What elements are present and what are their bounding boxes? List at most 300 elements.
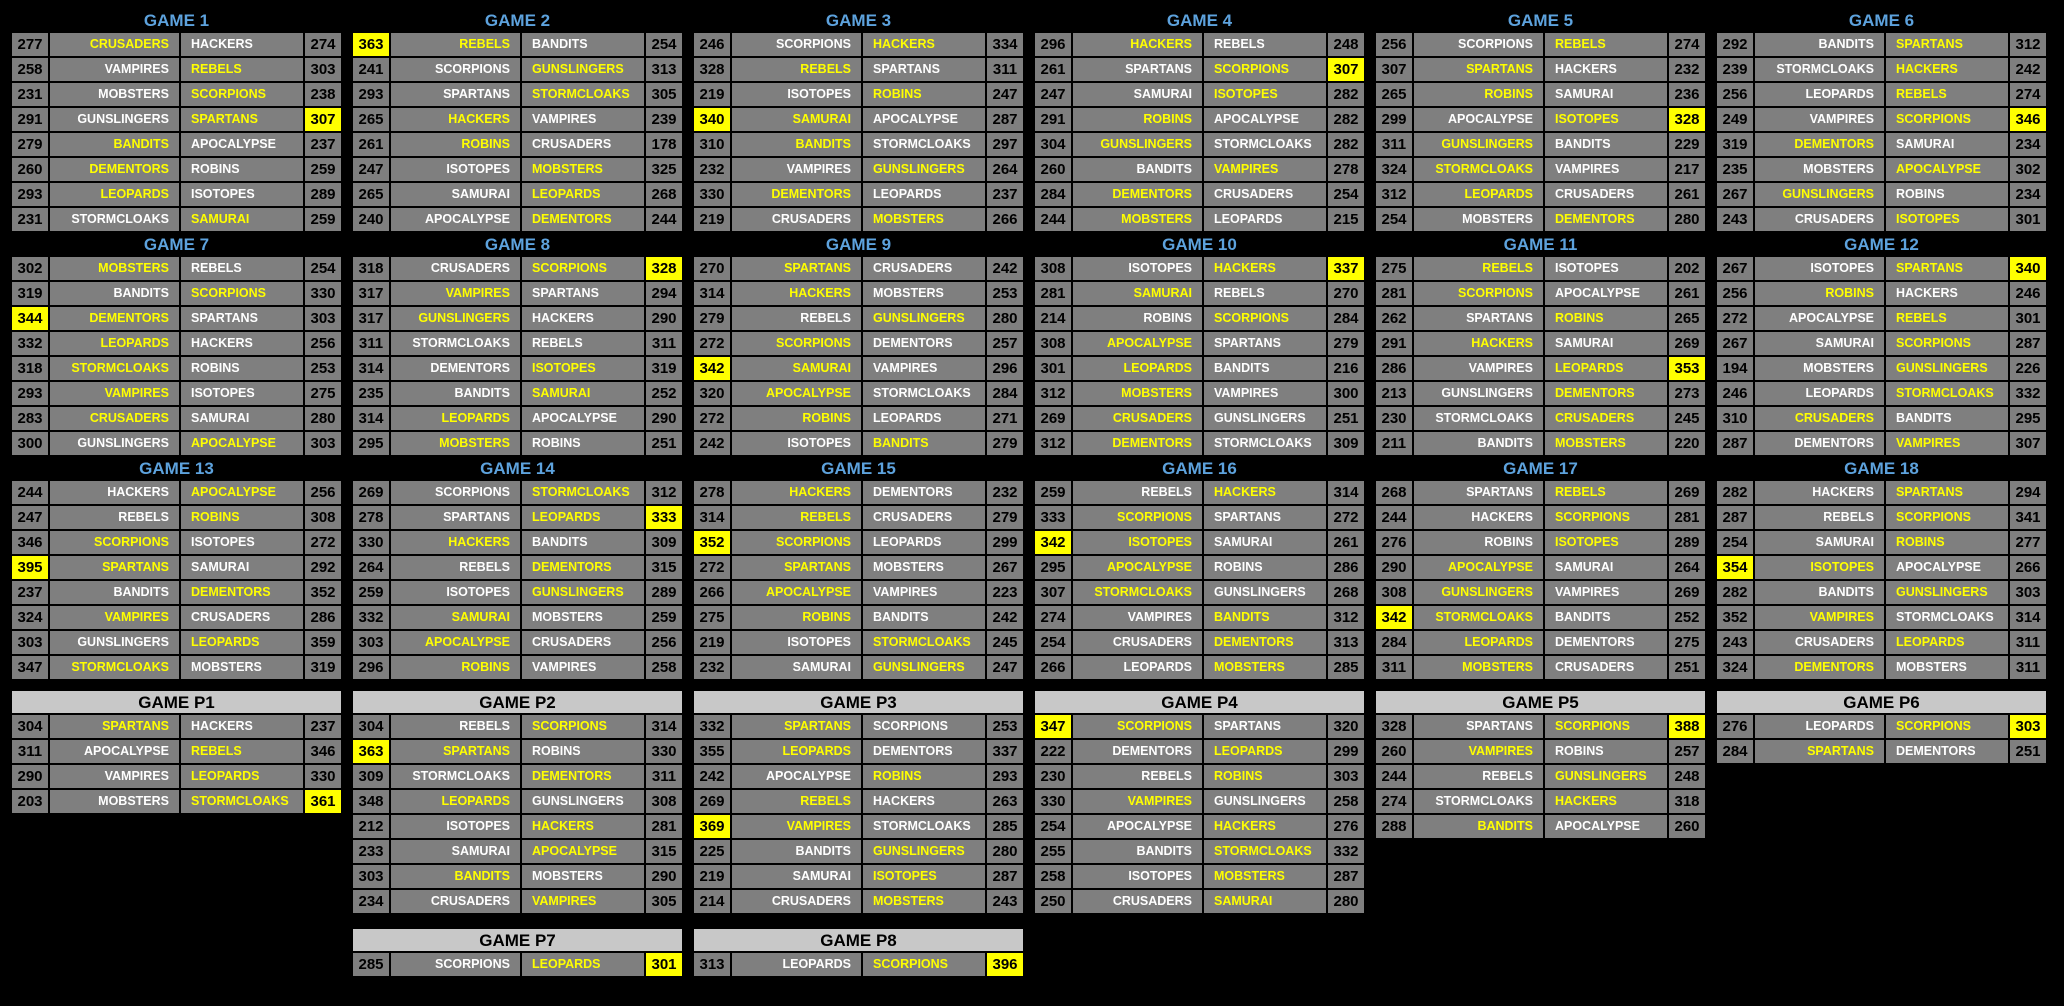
- score-b: 312: [1327, 605, 1365, 630]
- team-b: HACKERS: [180, 32, 304, 57]
- score-b: 275: [304, 381, 342, 406]
- game-title: GAME 18: [1844, 459, 1919, 478]
- team-a: LEOPARDS: [49, 182, 180, 207]
- score-b: 220: [1668, 431, 1706, 456]
- game-block: [1716, 458, 2047, 680]
- team-a: STORMCLOAKS: [1413, 605, 1544, 630]
- matchup-row: [1375, 555, 1706, 580]
- team-a: DEMENTORS: [1072, 182, 1203, 207]
- matchup-row: [352, 814, 683, 839]
- score-b: 303: [304, 57, 342, 82]
- score-b: 299: [986, 530, 1024, 555]
- matchup-row: [1034, 182, 1365, 207]
- score-a: 328: [1375, 714, 1413, 739]
- score-a: 287: [1716, 431, 1754, 456]
- score-a: 254: [1716, 530, 1754, 555]
- score-b: 242: [986, 605, 1024, 630]
- team-b: HACKERS: [1885, 281, 2009, 306]
- score-b: 314: [1327, 480, 1365, 505]
- team-a: SPARTANS: [1754, 739, 1885, 764]
- score-b: 223: [986, 580, 1024, 605]
- score-a: 314: [352, 356, 390, 381]
- score-a: 307: [1034, 580, 1072, 605]
- team-b: BANDITS: [862, 431, 986, 456]
- team-a: DEMENTORS: [390, 356, 521, 381]
- team-a: CRUSADERS: [390, 889, 521, 914]
- team-a: SPARTANS: [1413, 306, 1544, 331]
- score-b: 242: [2009, 57, 2047, 82]
- matchup-row: [11, 32, 342, 57]
- team-a: DEMENTORS: [731, 182, 862, 207]
- score-b: 307: [304, 107, 342, 132]
- matchup-row: [1375, 281, 1706, 306]
- team-a: APOCALYPSE: [731, 381, 862, 406]
- team-a: APOCALYPSE: [731, 580, 862, 605]
- score-a: 266: [1034, 655, 1072, 680]
- game-title: GAME P2: [352, 690, 683, 714]
- score-a: 317: [352, 281, 390, 306]
- score-b: 272: [304, 530, 342, 555]
- team-a: REBELS: [1413, 764, 1544, 789]
- matchup-row: [1716, 207, 2047, 232]
- game-block: [1375, 458, 1706, 680]
- matchup-row: [693, 530, 1024, 555]
- team-a: SPARTANS: [390, 505, 521, 530]
- team-b: STORMCLOAKS: [180, 789, 304, 814]
- playoff-block: [11, 690, 342, 814]
- team-b: SPARTANS: [521, 281, 645, 306]
- game-block: [1034, 458, 1365, 680]
- matchup-row: [1375, 630, 1706, 655]
- score-b: 311: [2009, 630, 2047, 655]
- team-b: STORMCLOAKS: [1203, 431, 1327, 456]
- team-b: SAMURAI: [180, 406, 304, 431]
- score-b: 285: [986, 814, 1024, 839]
- team-b: ISOTOPES: [180, 530, 304, 555]
- team-b: SPARTANS: [180, 306, 304, 331]
- team-b: SCORPIONS: [862, 952, 986, 977]
- matchup-row: [1375, 480, 1706, 505]
- score-b: 352: [304, 580, 342, 605]
- matchup-row: [1716, 431, 2047, 456]
- score-a: 244: [1375, 764, 1413, 789]
- score-a: 246: [1716, 381, 1754, 406]
- team-a: LEOPARDS: [1413, 630, 1544, 655]
- matchup-row: [352, 207, 683, 232]
- score-a: 304: [11, 714, 49, 739]
- score-b: 269: [1668, 580, 1706, 605]
- team-b: DEMENTORS: [862, 739, 986, 764]
- score-a: 249: [1716, 107, 1754, 132]
- score-a: 317: [352, 306, 390, 331]
- score-b: 254: [304, 256, 342, 281]
- score-a: 279: [11, 132, 49, 157]
- team-b: SPARTANS: [1203, 331, 1327, 356]
- team-a: SAMURAI: [1754, 331, 1885, 356]
- score-b: 305: [645, 82, 683, 107]
- team-b: REBELS: [1885, 306, 2009, 331]
- matchup-row: [352, 82, 683, 107]
- matchup-row: [352, 256, 683, 281]
- team-a: GUNSLINGERS: [390, 306, 521, 331]
- score-b: 245: [1668, 406, 1706, 431]
- team-a: LEOPARDS: [1754, 82, 1885, 107]
- team-b: SCORPIONS: [180, 82, 304, 107]
- matchup-row: [352, 889, 683, 914]
- score-b: 315: [645, 839, 683, 864]
- score-a: 363: [352, 32, 390, 57]
- score-a: 311: [1375, 132, 1413, 157]
- matchup-row: [352, 739, 683, 764]
- game-block: [693, 234, 1024, 456]
- score-b: 234: [2009, 132, 2047, 157]
- matchup-row: [693, 580, 1024, 605]
- score-a: 312: [1034, 431, 1072, 456]
- score-a: 230: [1375, 406, 1413, 431]
- matchup-row: [352, 107, 683, 132]
- score-b: 296: [986, 356, 1024, 381]
- team-a: VAMPIRES: [1413, 739, 1544, 764]
- team-b: ISOTOPES: [1544, 107, 1668, 132]
- matchup-row: [693, 32, 1024, 57]
- team-a: BANDITS: [731, 839, 862, 864]
- team-a: SPARTANS: [49, 714, 180, 739]
- team-a: BANDITS: [731, 132, 862, 157]
- team-a: STORMCLOAKS: [1072, 580, 1203, 605]
- game-title: GAME P5: [1375, 690, 1706, 714]
- matchup-row: [352, 605, 683, 630]
- team-a: BANDITS: [49, 580, 180, 605]
- playoff-block: [352, 928, 683, 977]
- score-b: 229: [1668, 132, 1706, 157]
- matchup-row: [352, 406, 683, 431]
- team-b: REBELS: [180, 739, 304, 764]
- matchup-row: [352, 714, 683, 739]
- team-a: ROBINS: [1072, 306, 1203, 331]
- team-b: ROBINS: [180, 505, 304, 530]
- team-a: SCORPIONS: [390, 57, 521, 82]
- score-b: 268: [1327, 580, 1365, 605]
- matchup-row: [1034, 381, 1365, 406]
- team-b: STORMCLOAKS: [1885, 605, 2009, 630]
- team-a: ISOTOPES: [731, 630, 862, 655]
- team-a: BANDITS: [1072, 839, 1203, 864]
- game-title: GAME 15: [821, 459, 896, 478]
- team-a: GUNSLINGERS: [49, 431, 180, 456]
- matchup-row: [11, 356, 342, 381]
- matchup-row: [1034, 530, 1365, 555]
- game-block: [1716, 10, 2047, 232]
- team-b: MOBSTERS: [521, 864, 645, 889]
- playoff-block: [1375, 690, 1706, 839]
- team-b: STORMCLOAKS: [521, 480, 645, 505]
- team-a: SCORPIONS: [731, 331, 862, 356]
- score-a: 219: [693, 630, 731, 655]
- score-b: 259: [304, 157, 342, 182]
- score-a: 354: [1716, 555, 1754, 580]
- team-b: SPARTANS: [1885, 480, 2009, 505]
- team-a: CRUSADERS: [731, 889, 862, 914]
- score-b: 290: [645, 864, 683, 889]
- score-b: 284: [986, 381, 1024, 406]
- score-b: 248: [1327, 32, 1365, 57]
- score-a: 276: [1375, 530, 1413, 555]
- game-block: [1375, 234, 1706, 456]
- matchup-row: [1034, 630, 1365, 655]
- score-b: 340: [2009, 256, 2047, 281]
- team-a: APOCALYPSE: [1413, 555, 1544, 580]
- team-a: CRUSADERS: [1072, 889, 1203, 914]
- matchup-row: [1034, 132, 1365, 157]
- score-b: 292: [304, 555, 342, 580]
- team-b: ROBINS: [521, 431, 645, 456]
- score-a: 330: [1034, 789, 1072, 814]
- team-b: SPARTANS: [1203, 714, 1327, 739]
- score-b: 238: [304, 82, 342, 107]
- team-b: SAMURAI: [1544, 331, 1668, 356]
- score-a: 214: [1034, 306, 1072, 331]
- team-a: SAMURAI: [390, 605, 521, 630]
- score-b: 303: [2009, 714, 2047, 739]
- score-a: 348: [352, 789, 390, 814]
- matchup-row: [1375, 207, 1706, 232]
- matchup-row: [693, 406, 1024, 431]
- score-a: 214: [693, 889, 731, 914]
- team-a: LEOPARDS: [1072, 655, 1203, 680]
- team-b: VAMPIRES: [1885, 431, 2009, 456]
- score-a: 269: [693, 789, 731, 814]
- score-a: 352: [693, 530, 731, 555]
- matchup-row: [1716, 82, 2047, 107]
- score-a: 264: [352, 555, 390, 580]
- team-b: ISOTOPES: [1885, 207, 2009, 232]
- score-b: 256: [304, 331, 342, 356]
- score-a: 265: [352, 182, 390, 207]
- team-b: APOCALYPSE: [521, 839, 645, 864]
- score-b: 285: [1327, 655, 1365, 680]
- team-b: APOCALYPSE: [1544, 281, 1668, 306]
- score-a: 296: [1034, 32, 1072, 57]
- score-a: 194: [1716, 356, 1754, 381]
- score-a: 332: [352, 605, 390, 630]
- matchup-row: [352, 764, 683, 789]
- matchup-row: [352, 655, 683, 680]
- matchup-row: [1375, 381, 1706, 406]
- team-b: SCORPIONS: [180, 281, 304, 306]
- team-a: STORMCLOAKS: [390, 764, 521, 789]
- team-a: MOBSTERS: [49, 82, 180, 107]
- score-a: 282: [1716, 580, 1754, 605]
- team-b: LEOPARDS: [521, 952, 645, 977]
- team-a: VAMPIRES: [1754, 605, 1885, 630]
- matchup-row: [11, 157, 342, 182]
- team-a: ROBINS: [1754, 281, 1885, 306]
- game-title: GAME 13: [139, 459, 214, 478]
- score-a: 267: [1716, 256, 1754, 281]
- team-b: SPARTANS: [1885, 256, 2009, 281]
- matchup-row: [11, 505, 342, 530]
- team-b: LEOPARDS: [862, 182, 986, 207]
- team-b: MOBSTERS: [1885, 655, 2009, 680]
- team-b: BANDITS: [1885, 406, 2009, 431]
- playoff-block: [693, 690, 1024, 914]
- matchup-row: [11, 431, 342, 456]
- matchup-row: [1034, 107, 1365, 132]
- score-b: 226: [2009, 356, 2047, 381]
- team-b: GUNSLINGERS: [862, 306, 986, 331]
- team-a: ISOTOPES: [1072, 530, 1203, 555]
- team-a: ROBINS: [390, 655, 521, 680]
- team-b: DEMENTORS: [1544, 381, 1668, 406]
- matchup-row: [1375, 814, 1706, 839]
- team-b: STORMCLOAKS: [862, 132, 986, 157]
- team-b: LEOPARDS: [862, 406, 986, 431]
- score-b: 282: [1327, 82, 1365, 107]
- team-a: LEOPARDS: [1072, 356, 1203, 381]
- team-b: BANDITS: [1544, 132, 1668, 157]
- score-a: 281: [1034, 281, 1072, 306]
- matchup-row: [1375, 32, 1706, 57]
- matchup-row: [1034, 505, 1365, 530]
- score-a: 287: [1716, 505, 1754, 530]
- score-a: 291: [1375, 331, 1413, 356]
- team-a: REBELS: [731, 306, 862, 331]
- score-a: 213: [1375, 381, 1413, 406]
- score-a: 318: [11, 356, 49, 381]
- matchup-row: [1716, 580, 2047, 605]
- team-b: ROBINS: [1203, 555, 1327, 580]
- team-a: CRUSADERS: [1754, 630, 1885, 655]
- team-a: ROBINS: [731, 406, 862, 431]
- matchup-row: [352, 580, 683, 605]
- score-b: 272: [1327, 505, 1365, 530]
- team-a: HACKERS: [1413, 331, 1544, 356]
- score-b: 300: [1327, 381, 1365, 406]
- score-b: 278: [1327, 157, 1365, 182]
- score-a: 274: [1034, 605, 1072, 630]
- matchup-row: [1375, 107, 1706, 132]
- team-a: LEOPARDS: [1754, 381, 1885, 406]
- score-a: 258: [11, 57, 49, 82]
- score-a: 247: [11, 505, 49, 530]
- matchup-row: [11, 107, 342, 132]
- team-a: SPARTANS: [1072, 57, 1203, 82]
- score-a: 269: [352, 480, 390, 505]
- matchup-row: [1716, 132, 2047, 157]
- team-a: REBELS: [731, 57, 862, 82]
- game-block: [11, 10, 342, 232]
- score-a: 281: [1375, 281, 1413, 306]
- team-b: LEOPARDS: [1203, 207, 1327, 232]
- team-a: SAMURAI: [731, 107, 862, 132]
- team-a: VAMPIRES: [49, 57, 180, 82]
- team-b: DEMENTORS: [1544, 630, 1668, 655]
- team-a: CRUSADERS: [1754, 207, 1885, 232]
- score-b: 237: [304, 132, 342, 157]
- score-a: 292: [1716, 32, 1754, 57]
- team-a: STORMCLOAKS: [1413, 157, 1544, 182]
- game-title: GAME 11: [1503, 235, 1578, 254]
- score-b: 287: [986, 107, 1024, 132]
- score-a: 254: [1034, 630, 1072, 655]
- score-b: 280: [304, 406, 342, 431]
- matchup-row: [352, 157, 683, 182]
- matchup-row: [1034, 306, 1365, 331]
- score-a: 342: [693, 356, 731, 381]
- team-b: DEMENTORS: [1544, 207, 1668, 232]
- score-b: 273: [1668, 381, 1706, 406]
- matchup-row: [1375, 132, 1706, 157]
- team-b: DEMENTORS: [521, 555, 645, 580]
- matchup-row: [1375, 157, 1706, 182]
- team-a: STORMCLOAKS: [1754, 57, 1885, 82]
- score-b: 312: [2009, 32, 2047, 57]
- score-a: 266: [693, 580, 731, 605]
- team-b: STORMCLOAKS: [1885, 381, 2009, 406]
- score-a: 254: [1375, 207, 1413, 232]
- score-a: 275: [693, 605, 731, 630]
- team-b: LEOPARDS: [1544, 356, 1668, 381]
- team-b: HACKERS: [1544, 57, 1668, 82]
- team-a: MOBSTERS: [390, 431, 521, 456]
- matchup-row: [11, 655, 342, 680]
- team-b: GUNSLINGERS: [1203, 789, 1327, 814]
- team-a: DEMENTORS: [1754, 132, 1885, 157]
- team-a: CRUSADERS: [390, 256, 521, 281]
- team-b: BANDITS: [1544, 605, 1668, 630]
- score-b: 289: [1668, 530, 1706, 555]
- team-a: ISOTOPES: [731, 431, 862, 456]
- score-a: 324: [11, 605, 49, 630]
- matchup-row: [1375, 655, 1706, 680]
- score-a: 270: [693, 256, 731, 281]
- matchup-row: [11, 630, 342, 655]
- score-a: 275: [1375, 256, 1413, 281]
- team-b: SAMURAI: [1544, 82, 1668, 107]
- matchup-row: [1034, 480, 1365, 505]
- score-b: 290: [645, 306, 683, 331]
- score-a: 308: [1375, 580, 1413, 605]
- score-a: 225: [693, 839, 731, 864]
- matchup-row: [352, 555, 683, 580]
- team-b: HACKERS: [1203, 256, 1327, 281]
- matchup-row: [11, 381, 342, 406]
- team-a: LEOPARDS: [1413, 182, 1544, 207]
- team-b: CRUSADERS: [1544, 406, 1668, 431]
- score-b: 311: [645, 764, 683, 789]
- score-b: 330: [304, 764, 342, 789]
- game-title: GAME 9: [825, 235, 892, 254]
- score-a: 233: [352, 839, 390, 864]
- team-b: VAMPIRES: [862, 356, 986, 381]
- matchup-row: [693, 381, 1024, 406]
- score-a: 299: [1375, 107, 1413, 132]
- team-b: MOBSTERS: [862, 281, 986, 306]
- score-b: 236: [1668, 82, 1706, 107]
- matchup-row: [1716, 655, 2047, 680]
- team-a: REBELS: [390, 714, 521, 739]
- team-a: CRUSADERS: [1072, 406, 1203, 431]
- team-b: DEMENTORS: [521, 207, 645, 232]
- matchup-row: [1716, 57, 2047, 82]
- team-a: MOBSTERS: [1413, 207, 1544, 232]
- score-b: 309: [645, 530, 683, 555]
- matchup-row: [11, 605, 342, 630]
- team-a: MOBSTERS: [49, 789, 180, 814]
- team-a: SCORPIONS: [731, 530, 862, 555]
- team-b: MOBSTERS: [862, 889, 986, 914]
- matchup-row: [693, 952, 1024, 977]
